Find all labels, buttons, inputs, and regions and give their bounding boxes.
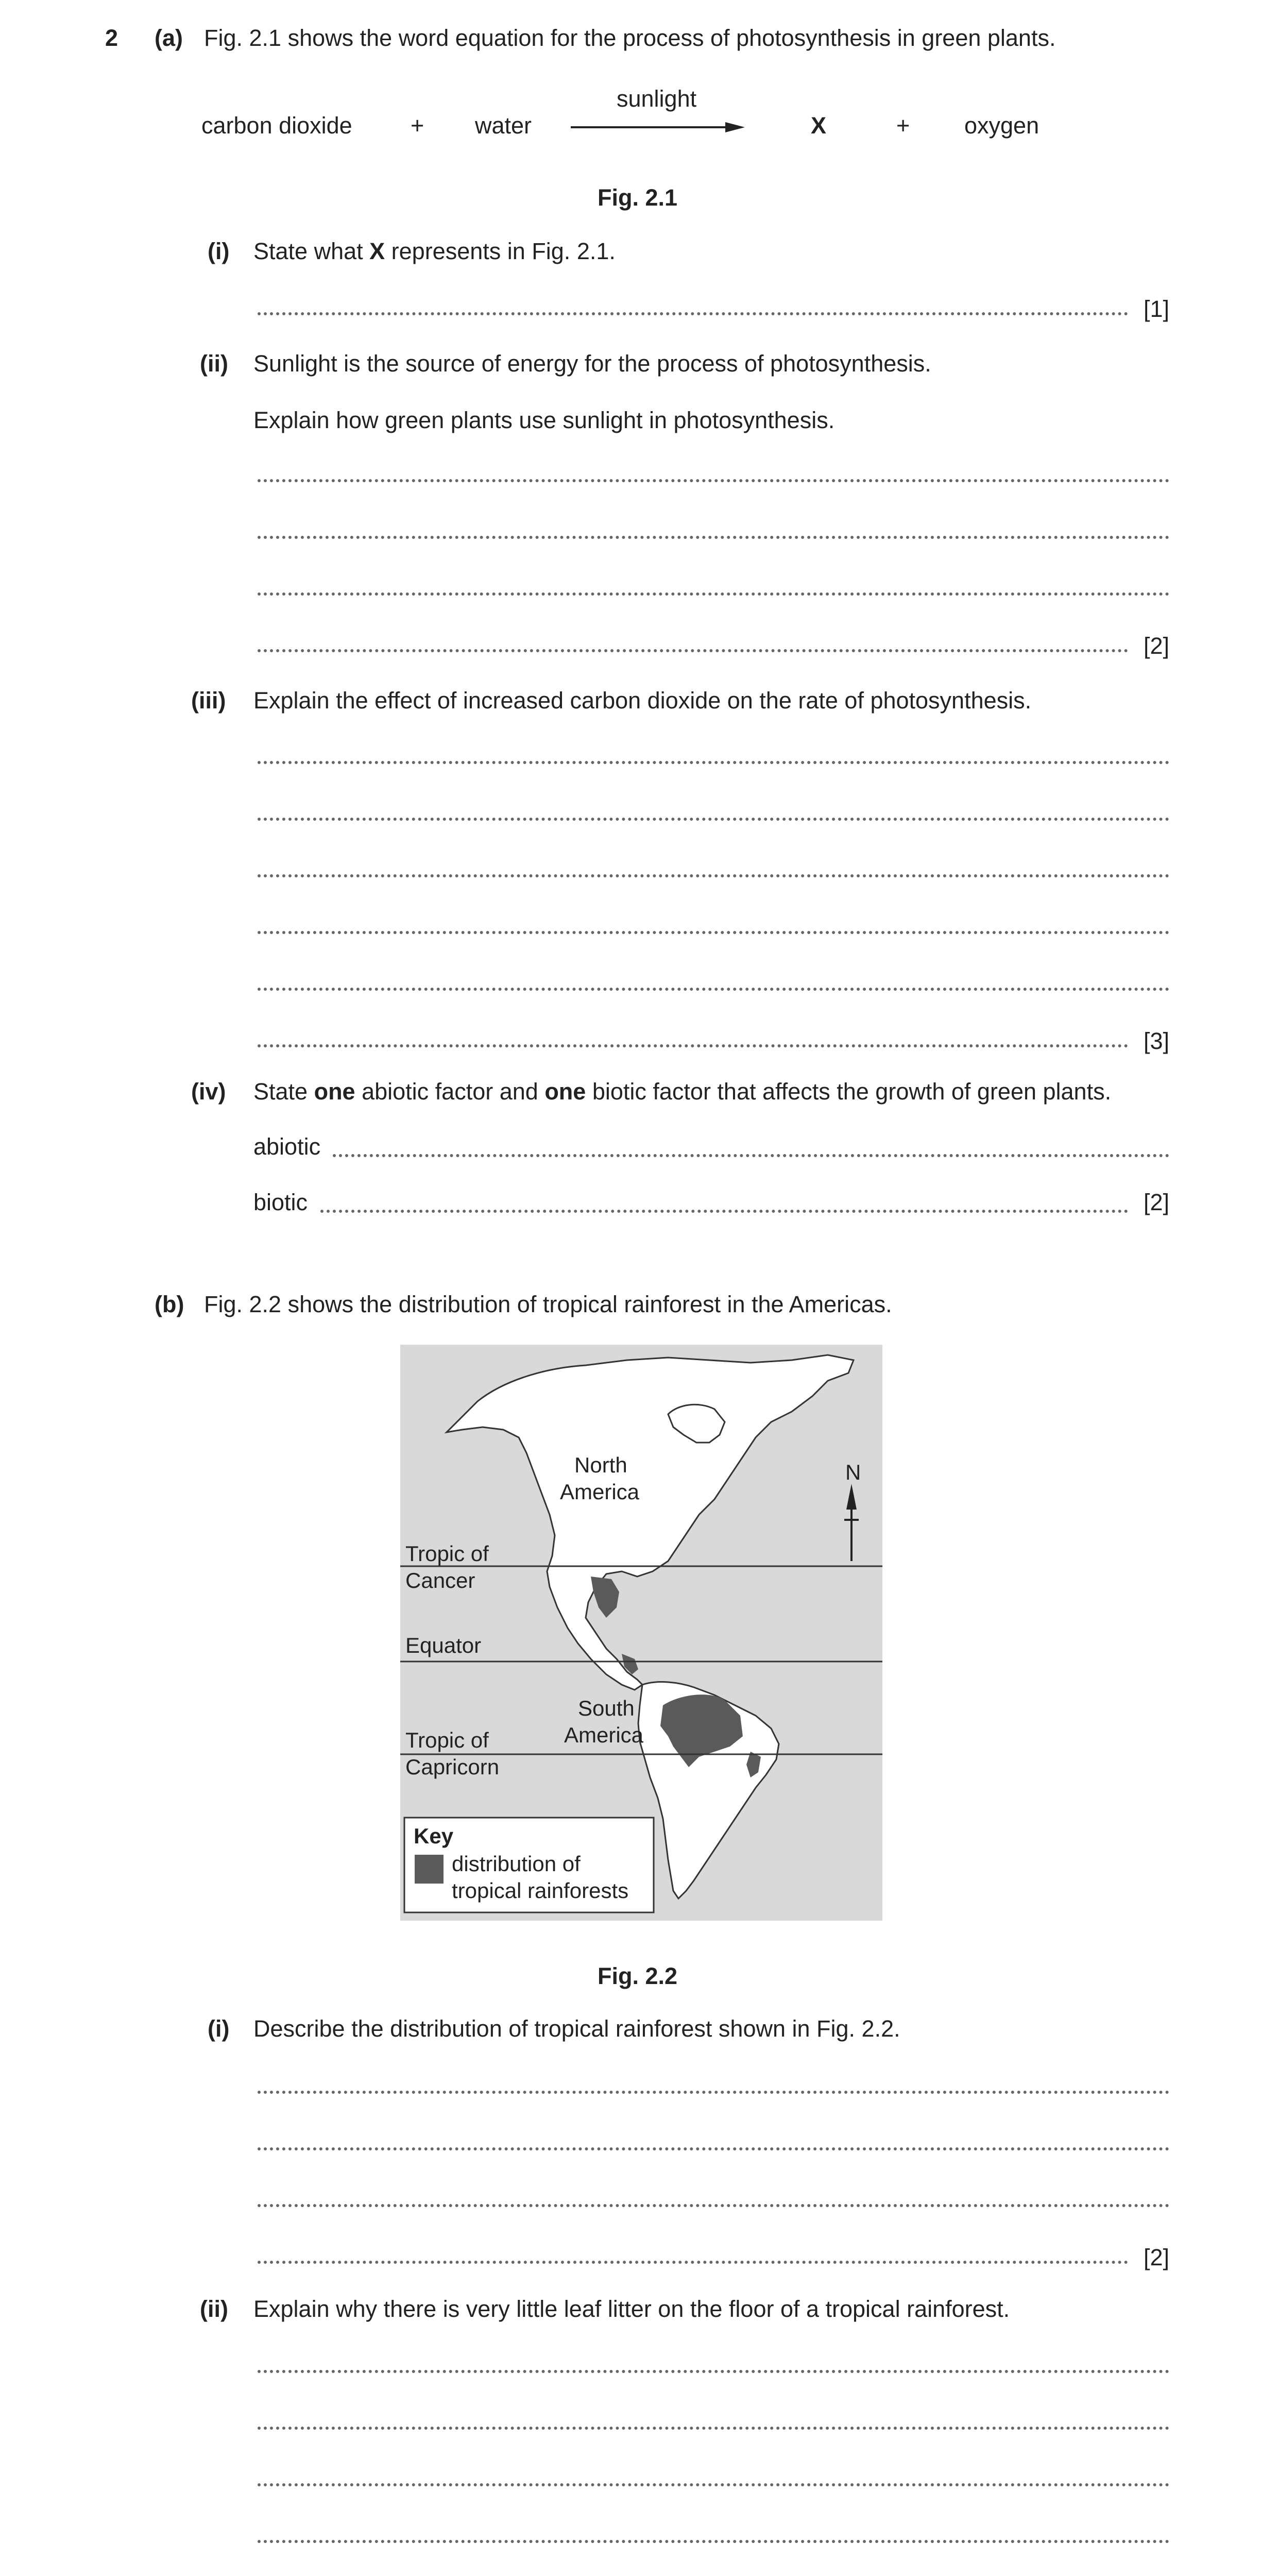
mark-allocation: [2] [1144,633,1170,659]
part-a-i-label: (i) [208,238,230,264]
answer-line[interactable] [258,2261,1128,2264]
tropic-of-capricorn-label-2: Capricorn [405,1755,500,1779]
key-item-line-1: distribution of [452,1852,581,1876]
answer-line[interactable] [258,2427,1169,2430]
part-a-iii-question: Explain the effect of increased carbon dioxide on the rate of photosynthesis. [253,687,1032,714]
answer-line[interactable] [258,1044,1128,1047]
figure-caption-2-2: Fig. 2.2 [598,1963,678,1989]
abiotic-answer-line[interactable] [333,1154,1169,1157]
answer-line[interactable] [258,2204,1169,2207]
answer-line[interactable] [258,479,1169,482]
part-a-ii-question: Sunlight is the source of energy for the process of photosynthesis. [253,350,931,377]
answer-line[interactable] [258,2091,1169,2094]
equation-reactant-carbon-dioxide: carbon dioxide [201,112,352,139]
part-b-i-label: (i) [208,2015,230,2042]
south-america-label-1: South [578,1696,635,1720]
part-b-ii-label: (ii) [200,2296,228,2322]
south-america-label-2: America [564,1723,644,1747]
map-key [404,1818,654,1912]
abiotic-label: abiotic [253,1133,321,1160]
answer-line[interactable] [258,649,1128,652]
key-item-line-2: tropical rainforests [452,1878,629,1903]
figure-caption-2-1: Fig. 2.1 [598,184,678,211]
part-a-label: (a) [155,25,183,51]
mark-allocation: [2] [1144,1189,1170,1215]
mark-allocation: [3] [1144,1028,1170,1054]
answer-line[interactable] [258,536,1169,539]
answer-line[interactable] [258,874,1169,877]
americas-rainforest-map [400,1345,882,1921]
part-a-iii-label: (iii) [191,687,226,714]
tropic-of-capricorn-label-1: Tropic of [405,1728,489,1752]
equation-plus-1: + [411,112,424,139]
answer-line[interactable] [258,2147,1169,2150]
part-a-intro: Fig. 2.1 shows the word equation for the process of photosynthesis in green plants. [204,25,1056,51]
part-b-i-question: Describe the distribution of tropical rainforest shown in Fig. 2.2. [253,2015,900,2042]
answer-line[interactable] [258,761,1169,764]
answer-line[interactable] [258,818,1169,821]
answer-line[interactable] [258,2540,1169,2543]
answer-line[interactable] [258,2483,1169,2486]
equation-condition-sunlight: sunlight [617,86,697,112]
equation-arrow-icon [571,120,746,135]
equation-reactant-water: water [475,112,532,139]
answer-line[interactable] [258,312,1128,315]
north-america-label-2: America [560,1480,640,1504]
part-a-iv-question: State one abiotic factor and one biotic factor that affects the growth of green plants. [253,1078,1112,1105]
mark-allocation: [2] [1144,2244,1170,2270]
equator-label: Equator [405,1633,482,1657]
mark-allocation: [1] [1144,296,1170,322]
tropic-of-cancer-label-1: Tropic of [405,1541,489,1566]
part-b-label: (b) [155,1291,184,1317]
part-a-iv-label: (iv) [191,1078,226,1105]
part-b-intro: Fig. 2.2 shows the distribution of tropical rainforest in the Americas. [204,1291,892,1317]
part-a-i-question: State what X represents in Fig. 2.1. [253,238,616,264]
answer-line[interactable] [258,931,1169,934]
biotic-answer-line[interactable] [320,1210,1128,1213]
north-label: N [845,1460,861,1484]
answer-line[interactable] [258,988,1169,991]
key-rainforest-swatch [415,1855,444,1884]
answer-line[interactable] [258,2370,1169,2373]
equation-product-oxygen: oxygen [964,112,1040,139]
part-b-ii-question: Explain why there is very little leaf litter on the floor of a tropical rainforest. [253,2296,1010,2322]
equation-plus-2: + [896,112,910,139]
part-a-ii-instruction: Explain how green plants use sunlight in photosynthesis. [253,407,835,433]
equation-product-x: X [811,112,827,139]
question-number: 2 [105,25,118,51]
part-a-ii-label: (ii) [200,350,228,377]
north-america-label-1: North [574,1453,627,1477]
answer-line[interactable] [258,592,1169,596]
key-title: Key [414,1824,454,1848]
biotic-label: biotic [253,1189,308,1215]
tropic-of-cancer-label-2: Cancer [405,1568,475,1592]
